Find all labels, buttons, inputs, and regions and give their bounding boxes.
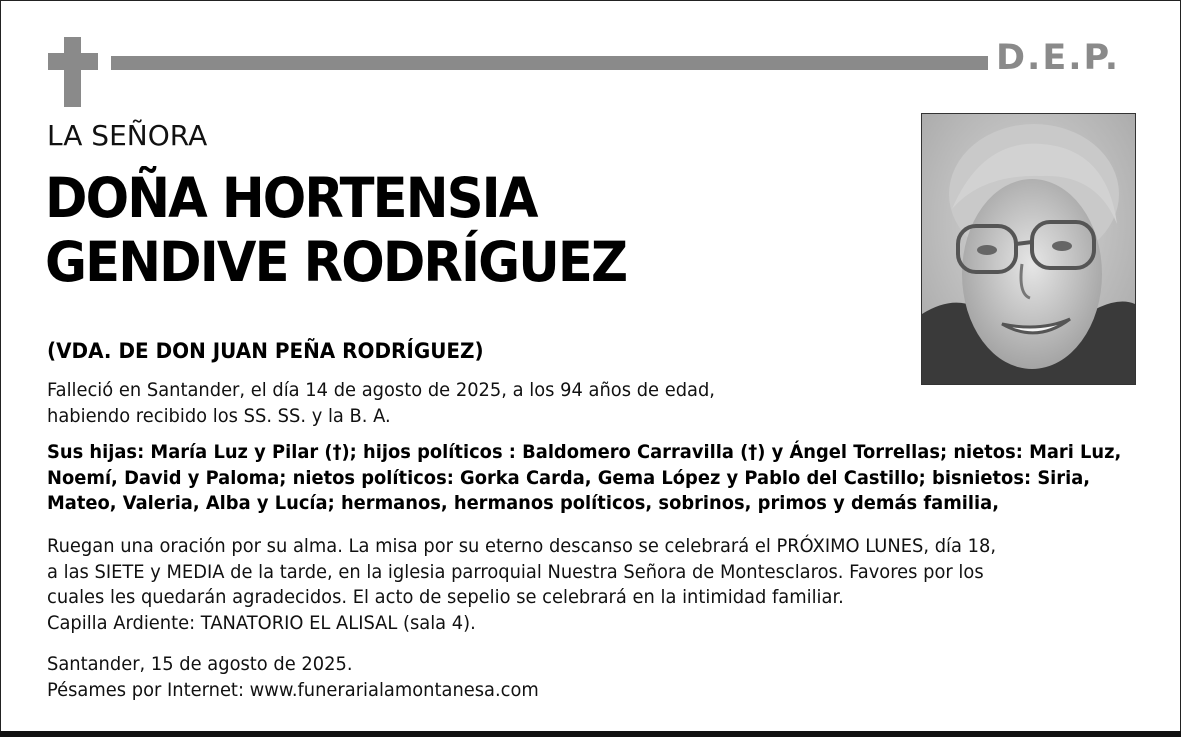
widow-of: (VDA. DE DON JUAN PEÑA RODRÍGUEZ) [47,339,484,363]
service-line: a las SIETE y MEDIA de la tarde, en la iglesia parroquial Nuestra Señora de Montesclaros. Favores por los [47,560,984,583]
service-line: cuales les quedarán agradecidos. El acto de sepelio se celebrará en la intimidad familiar. [47,586,844,608]
dep-label: D.E.P. [996,38,1121,78]
family-line: Sus hijas: María Luz y Pilar (†); hijos políticos : Baldomero Carravilla (†) y Ángel Torrellas; nietos: Mari Luz, [47,441,1122,463]
condolences-url: Pésames por Internet: www.funerarialamontanesa.com [47,678,539,701]
place-date: Santander, 15 de agosto de 2025. [47,653,353,675]
death-line: habiendo recibido los SS. SS. y la B. A. [47,404,391,427]
header-rule [111,56,988,70]
name-line-1: DOÑA HORTENSIA [45,166,537,230]
death-line: Falleció en Santander, el día 14 de agosto de 2025, a los 94 años de edad, [47,379,716,401]
service-info [47,534,996,636]
family-line: Noemí, David y Paloma; nietos políticos: Gorka Carda, Gema López y Pablo del Castillo; bisnietos: Siria, [47,466,1091,489]
family-list [47,440,1121,517]
deceased-name [45,166,626,294]
family-line: Mateo, Valeria, Alba y Lucía; hermanos, hermanos políticos, sobrinos, primos y demás familia, [47,492,1000,514]
title-label: LA SEÑORA [47,119,208,152]
cross-icon [64,37,81,107]
portrait-image [922,114,1135,384]
bottom-bar [0,731,1181,737]
name-line-2: GENDIVE RODRÍGUEZ [45,230,627,294]
service-line: Capilla Ardiente: TANATORIO EL ALISAL (sala 4). [47,611,476,634]
service-line: Ruegan una oración por su alma. La misa por su eterno descanso se celebrará el PRÓXIMO LUNES, día 18, [47,535,997,557]
portrait-photo [921,113,1136,385]
footer-info [47,652,539,703]
cross-icon-arm [48,53,98,70]
death-notice [47,378,715,429]
